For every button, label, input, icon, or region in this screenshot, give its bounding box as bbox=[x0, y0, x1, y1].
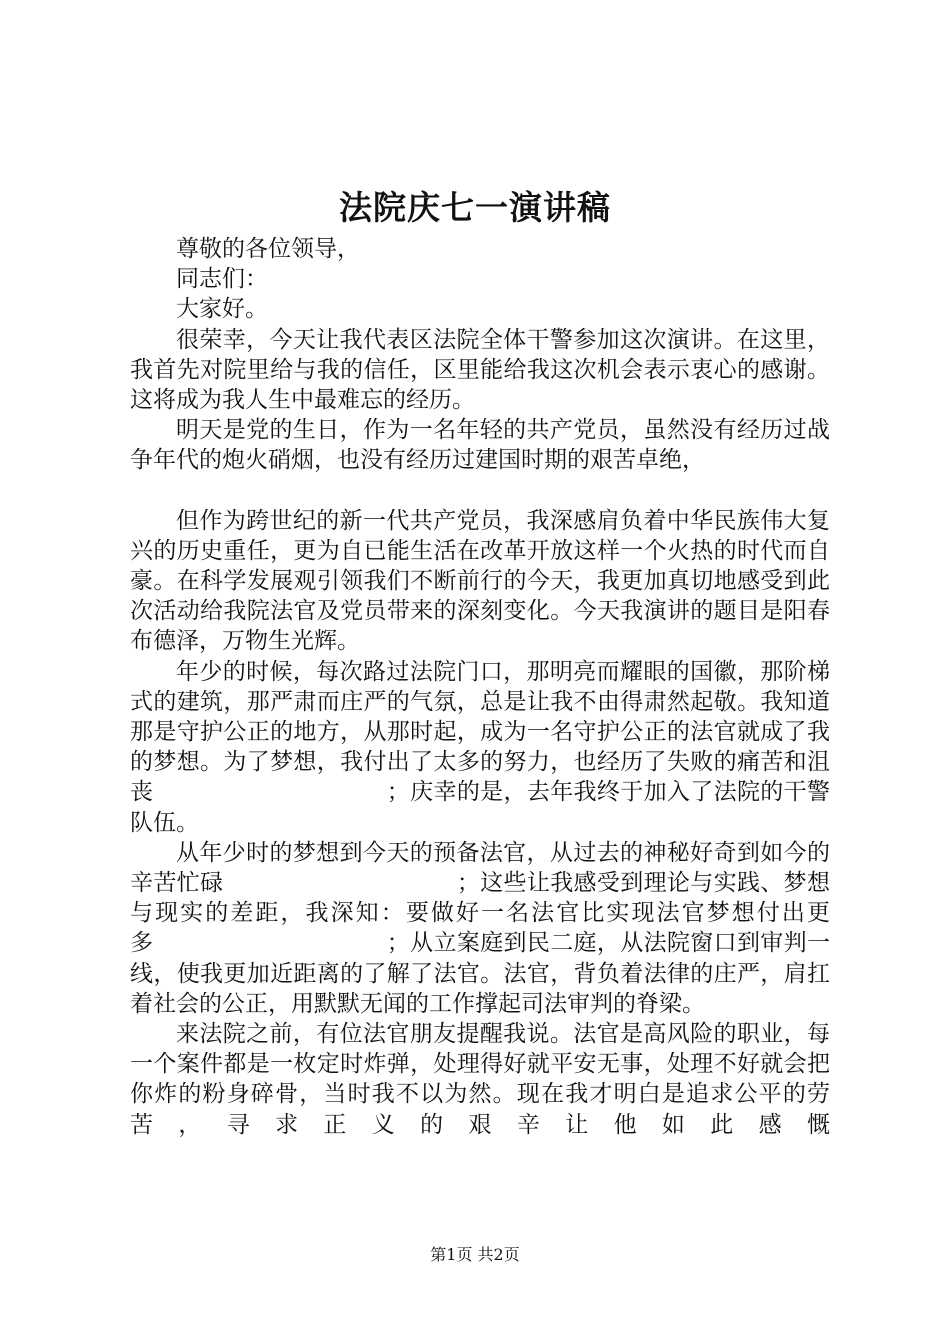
greeting: 大家好。 bbox=[176, 296, 268, 323]
paragraph-high-risk-profession: 来法院之前，有位法官朋友提醒我说。法官是高风险的职业，每一个案件都是一枚定时炸弹，处理得好就平安无事，处理不好就会把你炸的粉身碎骨，当时我不以为然。现在我才明白是追求公平的劳苦，寻求正义的艰辛让他如此感慨 bbox=[130, 1021, 830, 1138]
salutation-comrades: 同志们： bbox=[176, 266, 268, 293]
salutation-leaders: 尊敬的各位领导， bbox=[176, 236, 360, 262]
paragraph-youth-dream: 年少的时候，每次路过法院门口，那明亮而耀眼的国徽，那阶梯式的建筑，那严肃而庄严的气氛，总是让我不由得肃然起敬。我知道那是守护公正的地方，从那时起，成为一名守护公正的法官就成了我的梦想。为了梦想，我付出了太多的努力，也经历了失败的痛苦和沮丧 ；庆幸的是，去年我终于加入了法院的干警队伍。 bbox=[130, 658, 830, 836]
paragraph-new-generation: 但作为跨世纪的新一代共产党员，我深感肩负着中华民族伟大复兴的历史重任，更为自已能生活在改革开放这样一个火热的时代而自豪。在科学发展观引领我们不断前行的今天，我更加真切地感受到此次活动给我院法官及党员带来的深刻变化。今天我演讲的题目是阳春布德泽，万物生光辉。 bbox=[130, 507, 830, 655]
document-title: 法院庆七一演讲稿 bbox=[339, 188, 611, 227]
paragraph-probationary-judge: 从年少时的梦想到今天的预备法官，从过去的神秘好奇到如今的辛苦忙碌 ；这些让我感受到理论与实践、梦想与现实的差距，我深知：要做好一名法官比实现法官梦想付出更多 ；从立案庭到民二庭，从法院窗口到审判一线，使我更加近距离的了解了法官。法官，背负着法律的庄严，肩扛着社会的公正，用默默无闻的工作撑起司法审判的脊梁。 bbox=[130, 839, 830, 1017]
paragraph-opening: 很荣幸，今天让我代表区法院全体干警参加这次演讲。在这里，我首先对院里给与我的信任，区里能给我这次机会表示衷心的感谢。这将成为我人生中最难忘的经历。 bbox=[130, 326, 830, 414]
page-footer: 第1页 共2页 bbox=[430, 1245, 520, 1264]
document-body bbox=[130, 234, 830, 1140]
paragraph-party-birthday: 明天是党的生日，作为一名年轻的共产党员，虽然没有经历过战争年代的炮火硝烟，也没有经历过建国时期的艰苦卓绝， bbox=[130, 417, 830, 474]
